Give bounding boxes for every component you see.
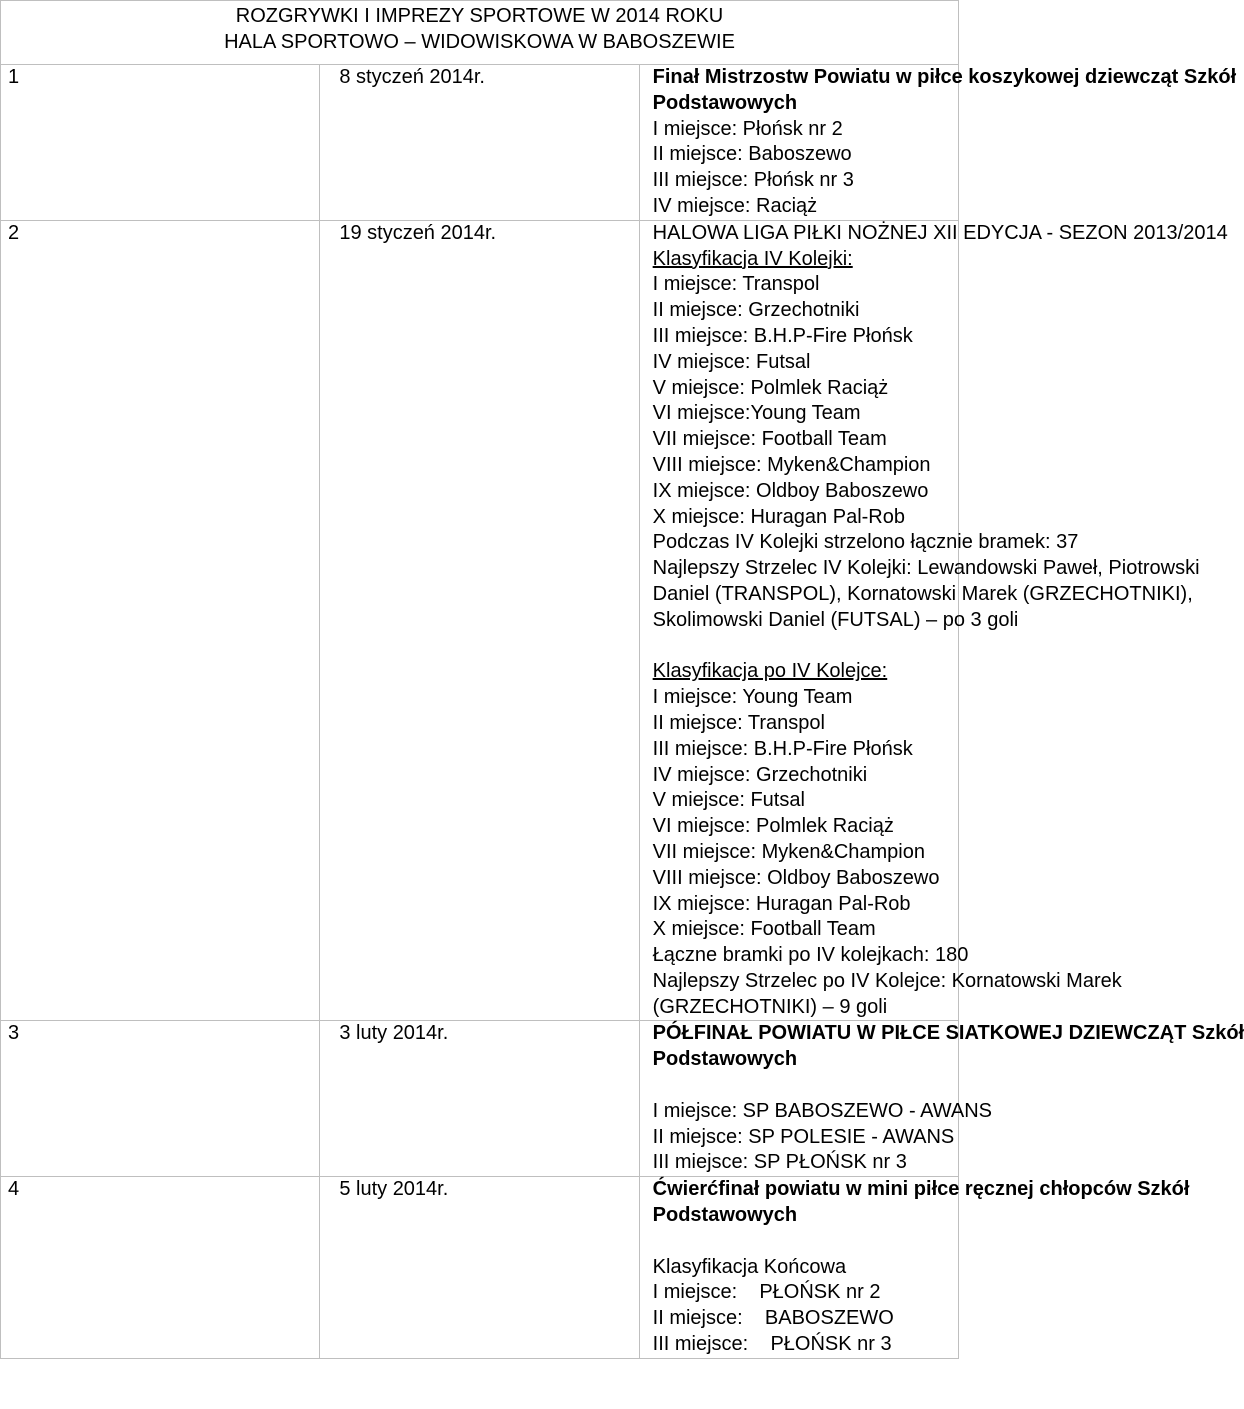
top-scorer-line: Najlepszy Strzelec po IV Kolejce: Kornatowski Marek [652, 969, 1122, 992]
event-details [639, 220, 1228, 1021]
table-row [1, 1021, 959, 1177]
standing-line: II miejsce: Transpol [652, 711, 825, 734]
result-line: III miejsce: SP PŁOŃSK nr 3 [652, 1151, 907, 1174]
document-subtitle: HALA SPORTOWO – WIDOWISKOWA W BABOSZEWIE [224, 30, 735, 53]
table-row [1, 65, 959, 221]
result-line: IV miejsce: Raciąż [652, 194, 818, 217]
event-title-cont: Podstawowych [652, 1204, 798, 1227]
event-title-cont: Podstawowych [652, 91, 798, 114]
standing-line: X miejsce: Football Team [652, 918, 876, 941]
standing-line: II miejsce: Grzechotniki [652, 299, 860, 322]
event-title: PÓŁFINAŁ POWIATU W PIŁCE SIATKOWEJ DZIEWCZĄT Szkół [652, 1022, 1244, 1045]
standing-line: V miejsce: Polmlek Raciąż [652, 376, 889, 399]
event-details [639, 1021, 1244, 1177]
standing-line: IX miejsce: Oldboy Baboszewo [652, 479, 929, 502]
standing-line: I miejsce: Transpol [652, 273, 820, 296]
event-date: 5 luty 2014r. [320, 1177, 639, 1359]
standing-line: VI miejsce:Young Team [652, 402, 861, 425]
section-heading: Klasyfikacja Końcowa [652, 1255, 847, 1278]
result-line: II miejsce: BABOSZEWO [652, 1307, 894, 1330]
standing-line: IV miejsce: Futsal [652, 350, 811, 373]
event-title: Finał Mistrzostw Powiatu w piłce koszykowej dziewcząt Szkół [652, 66, 1237, 88]
top-scorer-line: Daniel (TRANSPOL), Kornatowski Marek (GRZECHOTNIKI), [652, 582, 1193, 605]
header-cell [1, 1, 959, 65]
table-row [1, 220, 959, 1021]
row-number: 3 [1, 1021, 320, 1177]
event-details [639, 1177, 1190, 1359]
standing-line: VIII miejsce: Myken&Champion [652, 453, 931, 476]
standing-line: VII miejsce: Myken&Champion [652, 840, 925, 863]
table-row [1, 1177, 959, 1359]
row-number: 1 [1, 65, 320, 221]
event-date: 19 styczeń 2014r. [320, 220, 639, 1021]
top-scorer-line: Najlepszy Strzelec IV Kolejki: Lewandowski Paweł, Piotrowski [652, 557, 1200, 580]
event-details [639, 65, 1237, 221]
result-line: II miejsce: SP POLESIE - AWANS [652, 1125, 955, 1148]
spacer [653, 1073, 958, 1099]
standing-line: III miejsce: B.H.P-Fire Płońsk [652, 324, 913, 347]
header-row [1, 1, 959, 65]
section-heading: Klasyfikacja IV Kolejki: [652, 247, 853, 270]
result-line: III miejsce: Płońsk nr 3 [652, 169, 854, 192]
top-scorer-line: (GRZECHOTNIKI) – 9 goli [652, 995, 888, 1018]
result-line: II miejsce: Baboszewo [652, 143, 852, 166]
section-heading: Klasyfikacja po IV Kolejce: [652, 660, 888, 683]
event-title: HALOWA LIGA PIŁKI NOŻNEJ XII EDYCJA - SEZON 2013/2014 [652, 221, 1228, 244]
goals-summary: Łączne bramki po IV kolejkach: 180 [652, 944, 969, 967]
event-date: 8 styczeń 2014r. [320, 65, 639, 221]
document-title: ROZGRYWKI I IMPREZY SPORTOWE W 2014 ROKU [235, 5, 724, 27]
result-line: III miejsce: PŁOŃSK nr 3 [652, 1333, 892, 1356]
goals-summary: Podczas IV Kolejki strzelono łącznie bramek: 37 [652, 531, 1079, 554]
standing-line: VI miejsce: Polmlek Raciąż [652, 815, 894, 838]
result-line: I miejsce: SP BABOSZEWO - AWANS [652, 1099, 992, 1122]
event-date: 3 luty 2014r. [320, 1021, 639, 1177]
result-line: I miejsce: PŁOŃSK nr 2 [652, 1281, 881, 1304]
event-title-cont: Podstawowych [652, 1048, 798, 1071]
standing-line: IV miejsce: Grzechotniki [652, 763, 868, 786]
league-section [640, 247, 1200, 1021]
top-scorer-line: Skolimowski Daniel (FUTSAL) – po 3 goli [652, 608, 1019, 631]
standing-line: VIII miejsce: Oldboy Baboszewo [652, 866, 940, 889]
event-title: Ćwierćfinał powiatu w mini piłce ręcznej chłopców Szkół [652, 1178, 1190, 1201]
spacer [653, 634, 958, 660]
row-number: 4 [1, 1177, 320, 1359]
spacer [653, 1229, 958, 1255]
standing-line: X miejsce: Huragan Pal-Rob [652, 505, 905, 528]
standing-line: III miejsce: B.H.P-Fire Płońsk [652, 737, 913, 760]
standing-line: VII miejsce: Football Team [652, 428, 887, 451]
standing-line: V miejsce: Futsal [652, 789, 805, 812]
row-number: 2 [1, 220, 320, 1021]
result-line: I miejsce: Płońsk nr 2 [652, 117, 843, 140]
standing-line: I miejsce: Young Team [652, 686, 853, 709]
standing-line: IX miejsce: Huragan Pal-Rob [652, 892, 911, 915]
